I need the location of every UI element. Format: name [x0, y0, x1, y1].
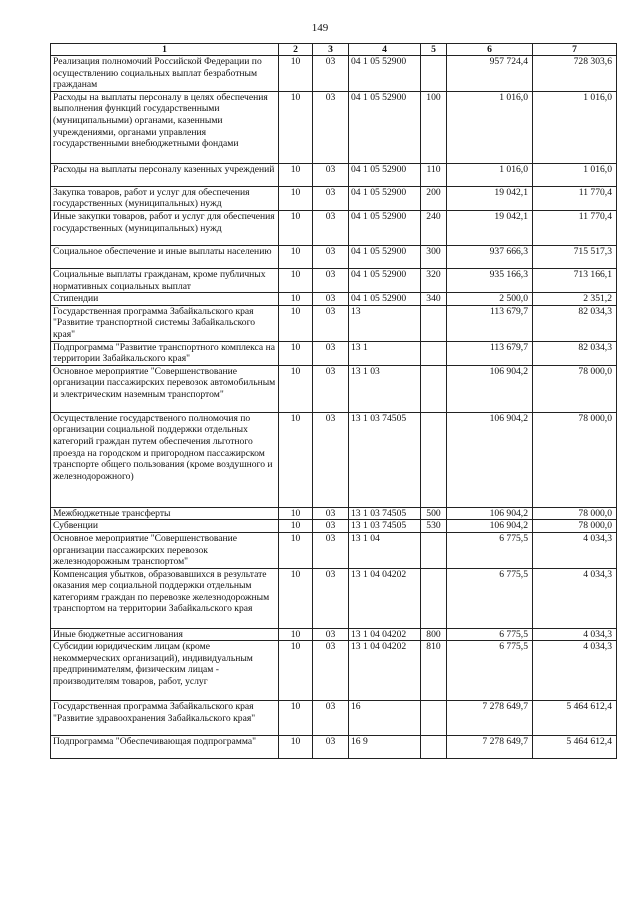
row-section: 10 [279, 305, 313, 341]
row-subsection: 03 [313, 532, 349, 568]
row-amount-plan: 7 278 649,7 [447, 701, 533, 736]
row-amount-plan: 2 500,0 [447, 293, 533, 306]
row-target-code: 13 1 03 74505 [349, 412, 421, 507]
row-amount-actual: 713 166,1 [533, 268, 617, 292]
row-section: 10 [279, 56, 313, 92]
row-expense-type: 240 [421, 210, 447, 245]
table-row [51, 186, 617, 210]
table-row [51, 245, 617, 268]
row-amount-plan: 106 904,2 [447, 365, 533, 412]
row-expense-type [421, 412, 447, 507]
row-section: 10 [279, 268, 313, 292]
row-section: 10 [279, 532, 313, 568]
row-target-code: 13 1 04 04202 [349, 628, 421, 641]
row-amount-actual: 78 000,0 [533, 365, 617, 412]
row-section: 10 [279, 507, 313, 520]
row-section: 10 [279, 412, 313, 507]
row-expense-type [421, 305, 447, 341]
page-number: 149 [311, 22, 329, 34]
row-expense-type: 340 [421, 293, 447, 306]
row-amount-plan: 6 775,5 [447, 532, 533, 568]
row-amount-actual: 78 000,0 [533, 412, 617, 507]
row-name: Подпрограмма "Обеспечивающая подпрограмма" [51, 736, 279, 759]
row-section: 10 [279, 293, 313, 306]
row-target-code: 04 1 05 52900 [349, 245, 421, 268]
row-expense-type [421, 701, 447, 736]
row-amount-plan: 113 679,7 [447, 305, 533, 341]
row-name: Осуществление государственого полномочия по организации социальной поддержки отдельных категорий граждан путем обеспечения льготного проезда на городском и пригородном пассажирском транспорте общего пользования (кроме воздушного и железнодорожного) [51, 412, 279, 507]
table-row [51, 91, 617, 163]
column-header-5: 5 [421, 44, 447, 56]
row-amount-plan: 106 904,2 [447, 412, 533, 507]
row-name: Социальное обеспечение и иные выплаты населению [51, 245, 279, 268]
row-amount-actual: 4 034,3 [533, 532, 617, 568]
row-amount-plan: 7 278 649,7 [447, 736, 533, 759]
row-subsection: 03 [313, 736, 349, 759]
row-amount-actual: 5 464 612,4 [533, 701, 617, 736]
row-amount-plan: 1 016,0 [447, 163, 533, 186]
row-amount-actual: 11 770,4 [533, 186, 617, 210]
row-name: Стипендии [51, 293, 279, 306]
table-row [51, 268, 617, 292]
table-row [51, 305, 617, 341]
row-amount-actual: 715 517,3 [533, 245, 617, 268]
row-target-code: 13 1 [349, 341, 421, 365]
row-name: Подпрограмма "Развитие транспортного комплекса на территории Забайкальского края" [51, 341, 279, 365]
row-subsection: 03 [313, 210, 349, 245]
row-target-code: 13 1 04 04202 [349, 641, 421, 701]
row-target-code: 13 1 03 74505 [349, 520, 421, 533]
column-header-6: 6 [447, 44, 533, 56]
row-section: 10 [279, 520, 313, 533]
table-row [51, 210, 617, 245]
table-row [51, 568, 617, 628]
row-amount-plan: 113 679,7 [447, 341, 533, 365]
row-section: 10 [279, 736, 313, 759]
row-amount-plan: 935 166,3 [447, 268, 533, 292]
row-amount-plan: 1 016,0 [447, 91, 533, 163]
row-section: 10 [279, 186, 313, 210]
row-expense-type: 100 [421, 91, 447, 163]
row-expense-type: 500 [421, 507, 447, 520]
row-amount-plan: 6 775,5 [447, 628, 533, 641]
column-header-3: 3 [313, 44, 349, 56]
row-name: Государственная программа Забайкальского края "Развитие транспортной системы Забайкальского края" [51, 305, 279, 341]
column-header-1: 1 [51, 44, 279, 56]
row-amount-plan: 106 904,2 [447, 520, 533, 533]
table-body [51, 56, 617, 759]
row-target-code: 04 1 05 52900 [349, 163, 421, 186]
row-expense-type [421, 56, 447, 92]
row-amount-actual: 78 000,0 [533, 507, 617, 520]
table-row [51, 736, 617, 759]
table-row [51, 163, 617, 186]
row-expense-type: 300 [421, 245, 447, 268]
row-target-code: 13 1 04 04202 [349, 568, 421, 628]
row-subsection: 03 [313, 701, 349, 736]
row-target-code: 16 [349, 701, 421, 736]
row-target-code: 04 1 05 52900 [349, 186, 421, 210]
row-target-code: 16 9 [349, 736, 421, 759]
row-target-code: 04 1 05 52900 [349, 210, 421, 245]
row-name: Иные бюджетные ассигнования [51, 628, 279, 641]
row-subsection: 03 [313, 628, 349, 641]
row-name: Иные закупки товаров, работ и услуг для обеспечения государственных (муниципальных) нужд [51, 210, 279, 245]
row-target-code: 04 1 05 52900 [349, 293, 421, 306]
row-section: 10 [279, 365, 313, 412]
row-name: Реализация полномочий Российской Федерации по осуществлению социальных выплат безработным гражданам [51, 56, 279, 92]
row-section: 10 [279, 568, 313, 628]
row-expense-type: 320 [421, 268, 447, 292]
row-subsection: 03 [313, 520, 349, 533]
row-subsection: 03 [313, 56, 349, 92]
row-subsection: 03 [313, 641, 349, 701]
row-name: Социальные выплаты гражданам, кроме публичных нормативных социальных выплат [51, 268, 279, 292]
row-expense-type: 810 [421, 641, 447, 701]
row-amount-actual: 1 016,0 [533, 91, 617, 163]
row-expense-type: 200 [421, 186, 447, 210]
row-expense-type: 530 [421, 520, 447, 533]
column-header-4: 4 [349, 44, 421, 56]
table-row [51, 412, 617, 507]
row-subsection: 03 [313, 365, 349, 412]
row-target-code: 13 1 03 74505 [349, 507, 421, 520]
row-section: 10 [279, 163, 313, 186]
row-name: Закупка товаров, работ и услуг для обеспечения государственных (муниципальных) нужд [51, 186, 279, 210]
row-section: 10 [279, 628, 313, 641]
row-expense-type: 800 [421, 628, 447, 641]
row-amount-plan: 6 775,5 [447, 641, 533, 701]
row-subsection: 03 [313, 245, 349, 268]
row-expense-type [421, 341, 447, 365]
row-name: Основное мероприятие "Совершенствование организации пассажирских перевозок автомобильным и электрическим наземным транспортом" [51, 365, 279, 412]
row-name: Государственная программа Забайкальского края "Развитие здравоохранения Забайкальского края" [51, 701, 279, 736]
table-row [51, 507, 617, 520]
table-row [51, 532, 617, 568]
table-row [51, 341, 617, 365]
row-target-code: 04 1 05 52900 [349, 91, 421, 163]
table-row [51, 293, 617, 306]
row-name: Компенсация убытков, образовавшихся в результате оказания мер социальной поддержки отдельным категориям граждан по перевозке железнодорожным транспортом на территории Забайкальского края [51, 568, 279, 628]
row-amount-plan: 19 042,1 [447, 210, 533, 245]
budget-table [50, 43, 617, 759]
row-subsection: 03 [313, 568, 349, 628]
row-subsection: 03 [313, 293, 349, 306]
row-expense-type: 110 [421, 163, 447, 186]
column-header-2: 2 [279, 44, 313, 56]
row-expense-type [421, 568, 447, 628]
row-amount-actual: 78 000,0 [533, 520, 617, 533]
row-amount-actual: 11 770,4 [533, 210, 617, 245]
row-name: Расходы на выплаты персоналу казенных учреждений [51, 163, 279, 186]
row-section: 10 [279, 701, 313, 736]
row-amount-actual: 4 034,3 [533, 628, 617, 641]
row-expense-type [421, 532, 447, 568]
row-subsection: 03 [313, 186, 349, 210]
row-name: Межбюджетные трансферты [51, 507, 279, 520]
row-amount-plan: 937 666,3 [447, 245, 533, 268]
row-target-code: 13 1 04 [349, 532, 421, 568]
table-row [51, 641, 617, 701]
row-subsection: 03 [313, 91, 349, 163]
row-target-code: 04 1 05 52900 [349, 268, 421, 292]
row-section: 10 [279, 245, 313, 268]
row-subsection: 03 [313, 507, 349, 520]
row-subsection: 03 [313, 163, 349, 186]
row-amount-actual: 82 034,3 [533, 305, 617, 341]
row-amount-plan: 106 904,2 [447, 507, 533, 520]
row-name: Субвенции [51, 520, 279, 533]
table-row [51, 365, 617, 412]
row-amount-actual: 1 016,0 [533, 163, 617, 186]
row-target-code: 04 1 05 52900 [349, 56, 421, 92]
row-section: 10 [279, 210, 313, 245]
row-amount-plan: 957 724,4 [447, 56, 533, 92]
row-target-code: 13 [349, 305, 421, 341]
table-row [51, 701, 617, 736]
table-row [51, 56, 617, 92]
table-row [51, 628, 617, 641]
row-amount-actual: 82 034,3 [533, 341, 617, 365]
column-header-7: 7 [533, 44, 617, 56]
row-expense-type [421, 365, 447, 412]
row-name: Субсидии юридическим лицам (кроме некоммерческих организаций), индивидуальным предпринимателям, физическим лицам - производителям товаров, работ, услуг [51, 641, 279, 701]
row-section: 10 [279, 341, 313, 365]
row-expense-type [421, 736, 447, 759]
row-subsection: 03 [313, 305, 349, 341]
row-target-code: 13 1 03 [349, 365, 421, 412]
header-row [51, 44, 617, 56]
row-section: 10 [279, 91, 313, 163]
row-amount-actual: 4 034,3 [533, 641, 617, 701]
row-amount-actual: 2 351,2 [533, 293, 617, 306]
row-amount-actual: 5 464 612,4 [533, 736, 617, 759]
row-amount-plan: 19 042,1 [447, 186, 533, 210]
row-amount-actual: 728 303,6 [533, 56, 617, 92]
row-name: Основное мероприятие "Совершенствование организации пассажирских перевозок железнодорожным транспортом" [51, 532, 279, 568]
row-subsection: 03 [313, 412, 349, 507]
table-row [51, 520, 617, 533]
row-subsection: 03 [313, 268, 349, 292]
row-amount-plan: 6 775,5 [447, 568, 533, 628]
row-section: 10 [279, 641, 313, 701]
row-subsection: 03 [313, 341, 349, 365]
row-amount-actual: 4 034,3 [533, 568, 617, 628]
row-name: Расходы на выплаты персоналу в целях обеспечения выполнения функций государственными (муниципальными) органами, казенными учреждениями, органами управления государственными внебюджетными фондами [51, 91, 279, 163]
